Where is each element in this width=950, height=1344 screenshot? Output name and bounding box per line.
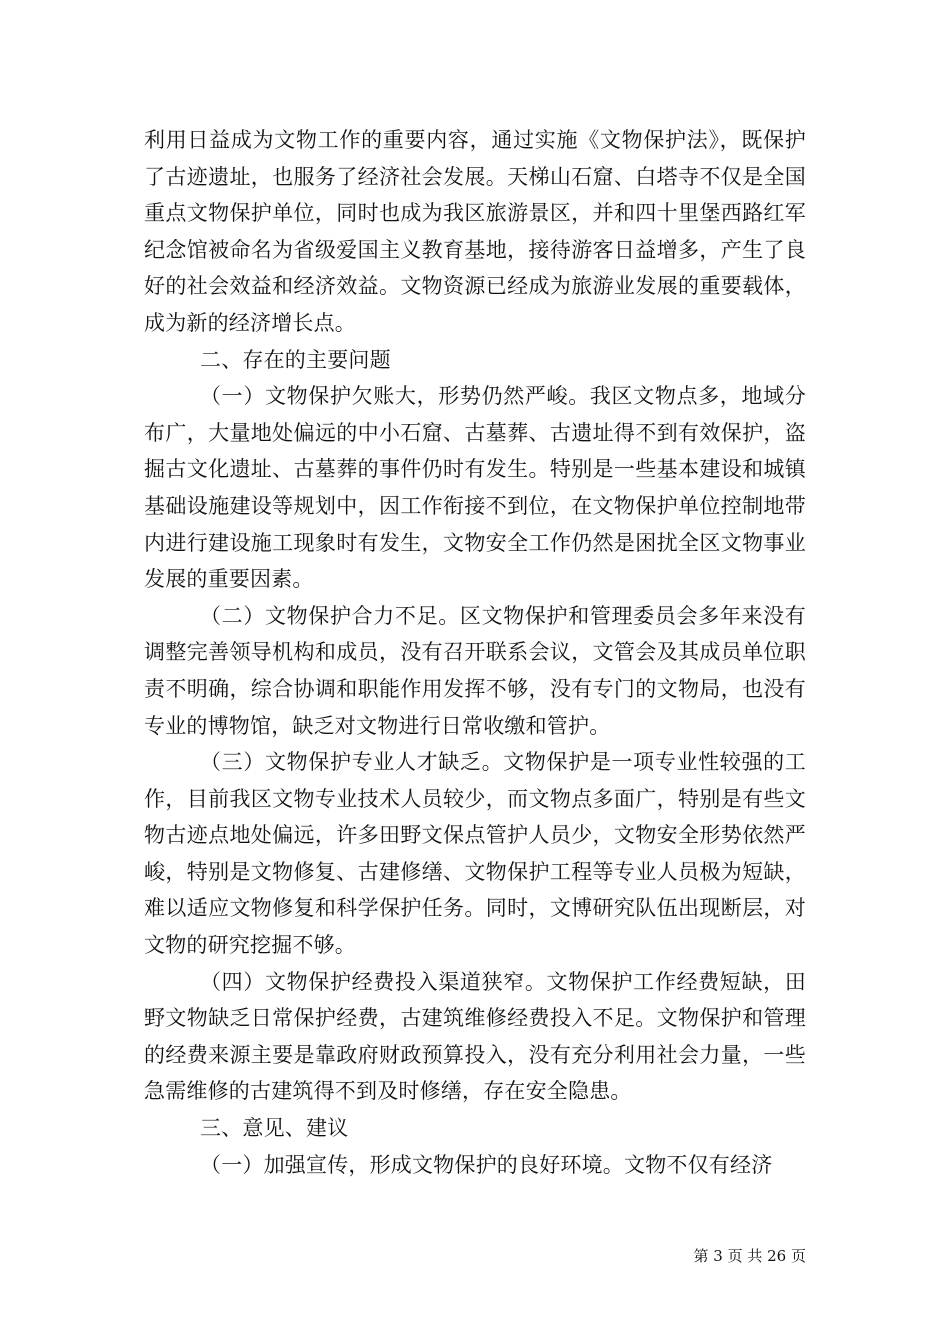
paragraph-problem-2: （二）文物保护合力不足。区文物保护和管理委员会多年来没有调整完善领导机构和成员，没有召开联系会议，文管会及其成员单位职责不明确，综合协调和职能作用发挥不够，没有专门的文物局，也没有专业的博物馆，缺乏对文物进行日常收缴和管护。 (144, 603, 806, 738)
paragraph-suggestion-1: （一）加强宣传，形成文物保护的良好环境。文物不仅有经济 (200, 1152, 773, 1177)
paragraph-problem-3: （三）文物保护专业人才缺乏。文物保护是一项专业性较强的工作，目前我区文物专业技术人员较少，而文物点多面广，特别是有些文物古迹点地处偏远，许多田野文保点管护人员少，文物安全形势依然严峻，特别是文物修复、古建修缮、文物保护工程等专业人员极为短缺，难以适应文物修复和科学保护任务。同时，文博研究队伍出现断层，对文物的研究挖掘不够。 (144, 750, 806, 958)
paragraph-problem-4: （四）文物保护经费投入渠道狭窄。文物保护工作经费短缺，田野文物缺乏日常保护经费，古建筑维修经费投入不足。文物保护和管理的经费来源主要是靠政府财政预算投入，没有充分利用社会力量，一些急需维修的古建筑得不到及时修缮，存在安全隐患。 (144, 969, 806, 1104)
paragraph-problem-1: （一）文物保护欠账大，形势仍然严峻。我区文物点多，地域分布广，大量地处偏远的中小石窟、古墓葬、古遗址得不到有效保护，盗掘古文化遗址、古墓葬的事件仍时有发生。特别是一些基本建设和城镇基础设施建设等规划中，因工作衔接不到位，在文物保护单位控制地带内进行建设施工现象时有发生，文物安全工作仍然是困扰全区文物事业发展的重要因素。 (144, 384, 806, 592)
document-body (144, 122, 806, 1183)
page-number-footer: 第 3 页 共 26 页 (693, 1247, 806, 1265)
paragraph-1: 利用日益成为文物工作的重要内容，通过实施《文物保护法》，既保护了古迹遗址，也服务了经济社会发展。天梯山石窟、白塔寺不仅是全国重点文物保护单位，同时也成为我区旅游景区，并和四十里堡西路红军纪念馆被命名为省级爱国主义教育基地，接待游客日益增多，产生了良好的社会效益和经济效益。文物资源已经成为旅游业发展的重要载体，成为新的经济增长点。 (144, 128, 806, 335)
section-heading-suggestions: 三、意见、建议 (200, 1116, 349, 1141)
section-heading-problems: 二、存在的主要问题 (200, 347, 391, 372)
